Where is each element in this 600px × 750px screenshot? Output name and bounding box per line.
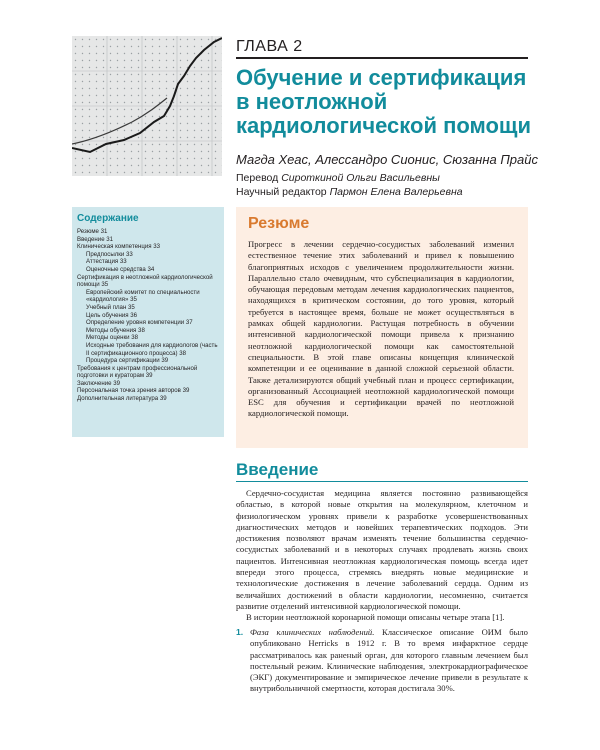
toc-item[interactable]: Клиническая компетенция 33 bbox=[77, 243, 161, 251]
list-item-1 bbox=[236, 627, 528, 695]
list-lead: Фаза клинических наблюдений. bbox=[250, 627, 375, 637]
intro-heading: Введение bbox=[236, 460, 319, 479]
toc-item[interactable]: Требования к центрам профессиональной подготовки и кураторам 39 bbox=[77, 364, 198, 380]
toc-item[interactable]: Методы обучения 38 bbox=[86, 326, 145, 334]
summary-text: Прогресс в лечении сердечно-сосудистых заболеваний изменил естественное течение этих заболеваний и привел к повышению благоприятных исходов с увеличением продолжительности жизни. Параллельно стало очевидным, что субспециализация в кардиологии, обучающая передовым методам лечения кардиологических пациентов, находящихся в критическом состоянии, до того уровня, который требуется в настоящее время, больше не может осуществляться в рамках общей кардиологии. Растущая потребность в обучении интенсивной кардиологической помощи привела к признанию неотложной кардиологической помощи как самостоятельной специальности. В этой главе описаны концепция клинической компетенции и ее оценивание в данной сложной серьезной области. Также детализируются общий учебный план и процесс сертификации, организованный Ассоциацией неотложной кардиологической помощи ESC для обучения и сертификации врачей по неотложной кардиологической помощи. bbox=[248, 239, 514, 419]
toc-list bbox=[77, 228, 220, 403]
toc-item[interactable]: Введение 31 bbox=[77, 235, 114, 243]
editor-name: Пармон Елена Валерьевна bbox=[329, 186, 463, 198]
toc-item[interactable]: Заключение 39 bbox=[77, 379, 120, 387]
toc-item[interactable]: Сертификация в неотложной кардиологической помощи 35 bbox=[77, 273, 213, 289]
authors: Магда Хеас, Алессандро Сионис, Сюзанна Прайс bbox=[236, 152, 538, 167]
toc-item[interactable]: Персональная точка зрения авторов 39 bbox=[77, 387, 190, 395]
toc-item[interactable]: Дополнительная литература 39 bbox=[77, 395, 167, 403]
chapter-title: Обучение и сертификация в неотложной кардиологической помощи bbox=[236, 65, 532, 138]
toc-item[interactable]: Определение уровня компетенции 37 bbox=[86, 319, 193, 327]
toc-item[interactable]: Аттестация 33 bbox=[86, 258, 127, 266]
toc-item[interactable]: Методы оценки 38 bbox=[86, 334, 139, 342]
chapter-divider bbox=[236, 57, 528, 59]
toc-item[interactable]: Европейский комитет по специальности «кардиология» 35 bbox=[86, 288, 200, 304]
ecg-graphic bbox=[72, 36, 222, 176]
summary-box bbox=[236, 207, 528, 448]
editor-line bbox=[236, 185, 463, 199]
toc-item[interactable]: Оценочные средства 34 bbox=[86, 265, 155, 273]
toc-item[interactable]: Учебный план 35 bbox=[86, 303, 135, 311]
list-body bbox=[236, 627, 528, 695]
toc-item[interactable]: Процедура сертификации 39 bbox=[86, 357, 169, 365]
translator-line bbox=[236, 171, 463, 185]
intro-paragraph-2: В истории неотложной коронарной помощи описаны четыре этапа [1]. bbox=[246, 612, 505, 623]
toc-title: Содержание bbox=[77, 213, 139, 224]
credits bbox=[236, 171, 463, 199]
editor-prefix: Научный редактор bbox=[236, 186, 327, 198]
toc-item[interactable]: Предпосылки 33 bbox=[86, 250, 133, 258]
intro-paragraph-1: Сердечно-сосудистая медицина является постоянно развивающейся областью, в которой новые открытия на молекулярном, клеточном и физиологическом уровнях привели к разработке усовершенствованных диагностических методов и новейших терапевтических подходов. Эти достижения позволяют врачам изменять течение большинства сердечно-сосудистых заболеваний и в некоторых случаях продлевать жизнь своих пациентов. Интенсивная неотложная кардиологическая помощь всегда идет впереди этого процесса, стремясь внедрять новые медицинские и технологические достижения в лечение заболеваний сердца. Одним из величайших достижений в области кардиологии, несомненно, считается развитие отделений интенсивной кардиологической помощи. bbox=[236, 488, 528, 611]
list-number: 1. bbox=[236, 627, 244, 637]
chapter-label: ГЛАВА 2 bbox=[236, 38, 303, 55]
toc-item[interactable]: Резюме 31 bbox=[77, 228, 108, 235]
translator-prefix: Перевод bbox=[236, 172, 279, 184]
toc-item[interactable]: Исходные требования для кардиологов (часть II сертификационного процесса) 38 bbox=[86, 341, 218, 357]
summary-title: Резюме bbox=[248, 215, 310, 232]
intro-body bbox=[236, 488, 528, 624]
translator-name: Сироткиной Ольги Васильевны bbox=[281, 172, 440, 184]
toc-item[interactable]: Цель обучения 36 bbox=[86, 311, 138, 319]
list-text: Классическое описание ОИМ было опубликовано Herricks в 1912 г. В то время инфарктное сердце рассматривалось как раненый орган, для которого главным лечением был постельный режим. Клинические наблюдения, электрокардиографическое (ЭКГ) документирование и эмпирическое лечение привели в результате к внутрибольничной смертности, которая достигала 30%. bbox=[250, 627, 528, 694]
intro-divider bbox=[236, 481, 528, 482]
table-of-contents bbox=[72, 207, 224, 437]
ecg-chart-image bbox=[72, 36, 222, 176]
